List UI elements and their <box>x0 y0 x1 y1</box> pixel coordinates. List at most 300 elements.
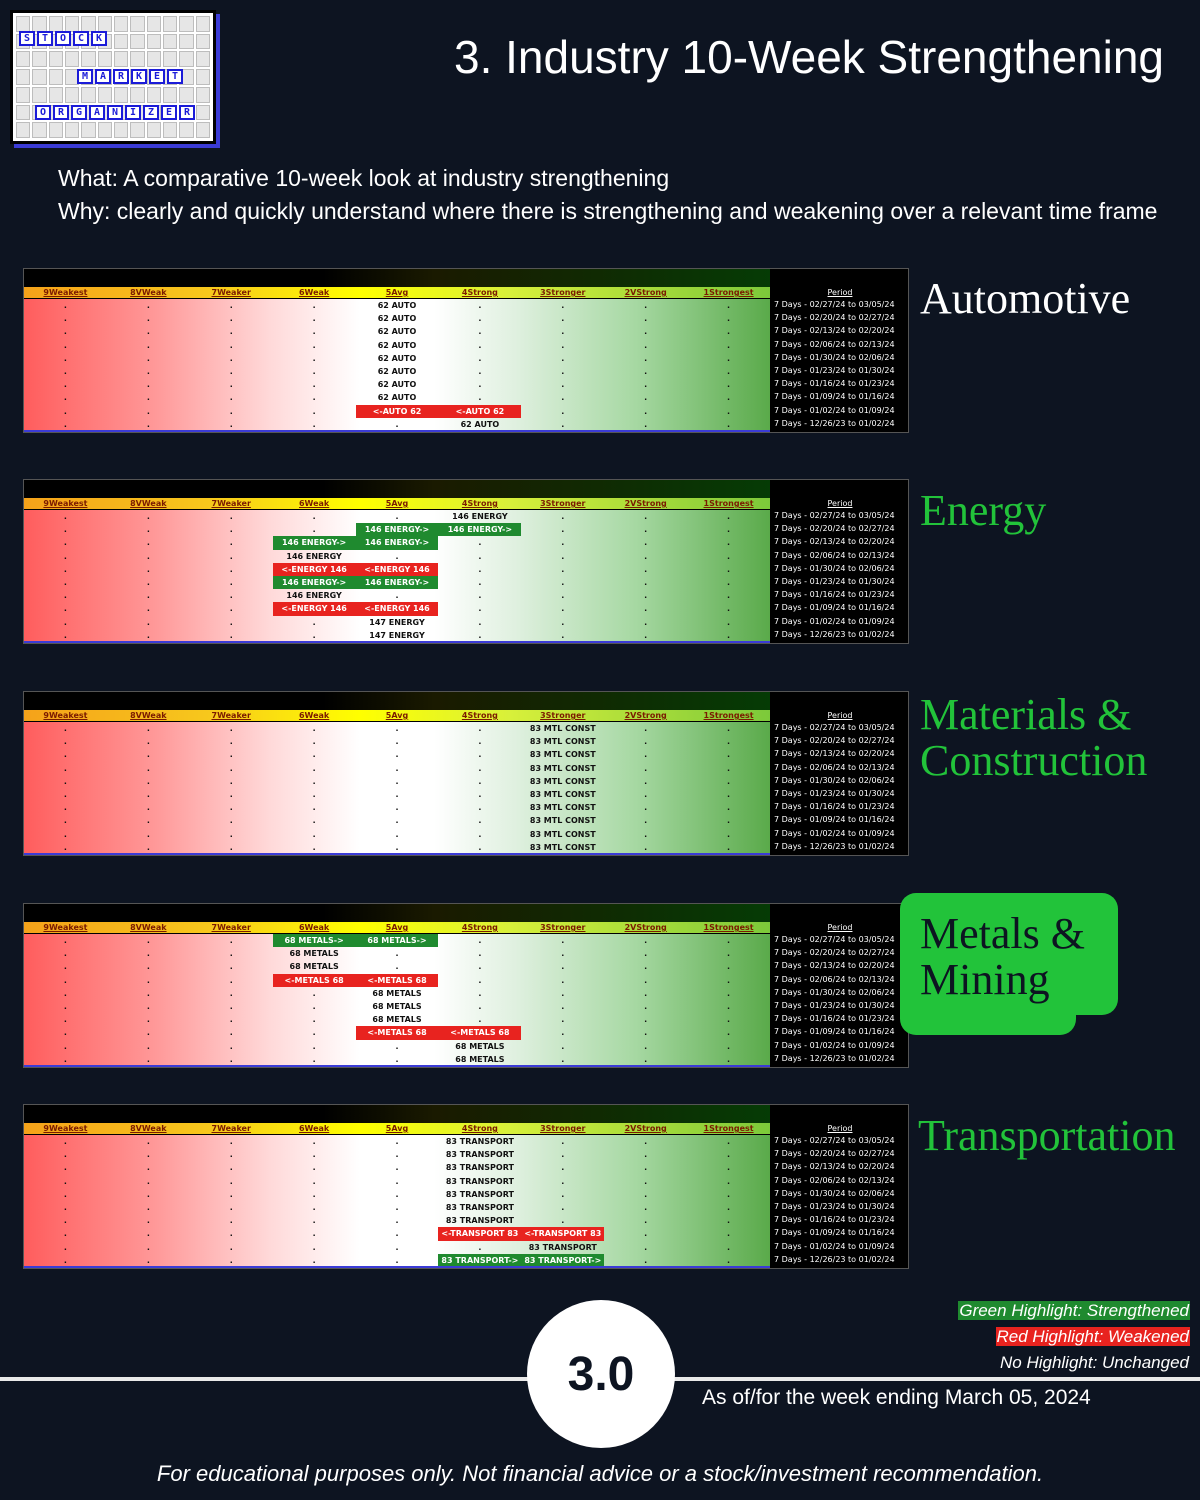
table-cell: 146 ENERGY <box>452 512 508 521</box>
table-cell: . <box>229 789 233 799</box>
industry-label-metals-line2: Mining <box>920 955 1050 1004</box>
table-cell: . <box>229 776 233 786</box>
logo-word-organizer <box>35 105 195 120</box>
table-cell: . <box>395 1054 399 1064</box>
table-cell: . <box>229 1216 233 1226</box>
table-cell: 83 TRANSPORT <box>445 1137 514 1146</box>
table-cell: . <box>644 1054 648 1064</box>
table-cell: . <box>727 1202 731 1212</box>
highlight-legend <box>958 1298 1190 1376</box>
table-cell: . <box>727 962 731 972</box>
table-cell: . <box>312 1176 316 1186</box>
table-row <box>24 1188 770 1201</box>
column-header: 2VStrong <box>624 499 667 508</box>
logo-grid-cell <box>196 51 210 67</box>
table-cell: . <box>63 1176 67 1186</box>
table-cell: . <box>395 419 399 429</box>
column-header: 6Weak <box>298 499 330 508</box>
table-cell: . <box>478 551 482 561</box>
table-cell: . <box>478 789 482 799</box>
table-row <box>24 1241 770 1254</box>
table-cell: . <box>312 724 316 733</box>
table-cell: . <box>561 988 565 998</box>
table-cell: . <box>146 949 150 959</box>
logo-letter: R <box>179 105 195 120</box>
industry-label-metals-line1: Metals & <box>920 909 1085 958</box>
period-row: 7 Days - 02/20/24 to 02/27/24 <box>774 1149 895 1159</box>
table-cell: . <box>229 975 233 985</box>
table-cell: <-ENERGY 146 <box>356 602 439 615</box>
table-cell: . <box>63 551 67 561</box>
table-cell: . <box>644 366 648 376</box>
logo-letter: Z <box>143 105 159 120</box>
table-cell: . <box>312 1150 316 1160</box>
table-cell: . <box>395 1150 399 1160</box>
logo-grid-cell <box>65 51 79 67</box>
table-cell: . <box>561 1163 565 1173</box>
period-row: 7 Days - 02/27/24 to 03/05/24 <box>774 511 895 520</box>
table-cell: . <box>229 737 233 747</box>
table-cell: . <box>312 750 316 760</box>
logo-grid-cell <box>163 34 177 50</box>
table-cell: . <box>727 564 731 574</box>
logo-letter: G <box>71 105 87 120</box>
column-header: 9Weakest <box>43 499 88 508</box>
period-row: 7 Days - 01/09/24 to 01/16/24 <box>774 1228 895 1238</box>
table-cell: . <box>63 512 67 521</box>
table-cell: . <box>63 763 67 773</box>
logo-grid-cell <box>16 122 30 138</box>
table-row <box>24 418 770 431</box>
period-row: 7 Days - 02/27/24 to 03/05/24 <box>774 1136 895 1145</box>
table-cell: . <box>146 1229 150 1239</box>
table-cell: 146 ENERGY-> <box>273 536 356 549</box>
table-cell: . <box>561 1137 565 1146</box>
table-cell: . <box>727 724 731 733</box>
logo-grid-cell <box>147 16 161 32</box>
table-cell: . <box>312 406 316 416</box>
table-cell: . <box>312 803 316 813</box>
period-row: 7 Days - 01/30/24 to 02/06/24 <box>774 775 895 785</box>
logo-letter: R <box>113 69 129 84</box>
table-cell: . <box>146 737 150 747</box>
table-cell: . <box>727 975 731 985</box>
table-cell: . <box>395 1137 399 1146</box>
column-header: 1Strongest <box>703 711 754 720</box>
table-row <box>24 775 770 788</box>
table-cell: . <box>644 617 648 627</box>
table-cell: . <box>395 1216 399 1226</box>
period-row: 7 Days - 01/23/24 to 01/30/24 <box>774 1000 895 1010</box>
table-cell: . <box>395 816 399 826</box>
table-row <box>24 550 770 563</box>
table-bottom-line <box>24 1065 770 1067</box>
table-cell: . <box>727 949 731 959</box>
table-cell: 62 AUTO <box>377 340 417 350</box>
table-cell: . <box>312 525 316 535</box>
table-cell: . <box>727 842 731 852</box>
table-cell: . <box>63 525 67 535</box>
table-cell: . <box>478 630 482 640</box>
table-cell: . <box>63 1041 67 1051</box>
table-cell: . <box>63 949 67 959</box>
table-cell: . <box>229 1163 233 1173</box>
table-cell: . <box>63 975 67 985</box>
table-cell: . <box>229 1054 233 1064</box>
table-cell: . <box>63 776 67 786</box>
table-cell: . <box>478 604 482 614</box>
logo-letter: A <box>89 105 105 120</box>
period-row: 7 Days - 02/13/24 to 02/20/24 <box>774 961 895 971</box>
table-cell: . <box>644 1041 648 1051</box>
table-top-bar <box>24 480 770 498</box>
period-row: 7 Days - 02/27/24 to 03/05/24 <box>774 300 895 309</box>
logo-grid-cell <box>179 16 193 32</box>
table-cell: . <box>312 1229 316 1239</box>
table-cell: . <box>644 816 648 826</box>
logo-letter: S <box>19 31 35 46</box>
table-cell: . <box>229 301 233 310</box>
table-cell: . <box>727 829 731 839</box>
table-cell: . <box>727 327 731 337</box>
intro-text <box>58 162 1158 228</box>
table-cell: . <box>644 1229 648 1239</box>
logo-grid-cell <box>81 87 95 103</box>
table-cell: . <box>478 577 482 587</box>
table-cell: 62 AUTO <box>377 380 417 390</box>
table-cell: . <box>229 803 233 813</box>
period-row: 7 Days - 12/26/23 to 01/02/24 <box>774 1053 895 1063</box>
table-row <box>24 814 770 827</box>
logo-grid-cell <box>163 16 177 32</box>
table-cell: . <box>63 737 67 747</box>
table-cell: . <box>644 1001 648 1011</box>
table-cell: . <box>478 949 482 959</box>
period-row: 7 Days - 02/13/24 to 02/20/24 <box>774 537 895 547</box>
table-cell: . <box>561 564 565 574</box>
table-cell: . <box>229 1001 233 1011</box>
table-cell: . <box>146 617 150 627</box>
table-row <box>24 947 770 960</box>
table-cell: 83 TRANSPORT <box>445 1216 514 1226</box>
table-cell: . <box>727 353 731 363</box>
table-cell: . <box>63 789 67 799</box>
period-row: 7 Days - 02/06/24 to 02/13/24 <box>774 762 895 772</box>
table-cell: . <box>63 1242 67 1252</box>
table-cell: . <box>229 1189 233 1199</box>
period-row: 7 Days - 01/02/24 to 01/09/24 <box>774 828 895 838</box>
table-cell: . <box>395 1189 399 1199</box>
logo-grid-cell <box>81 51 95 67</box>
column-header: 9Weakest <box>43 923 88 932</box>
legend-none: No Highlight: Unchanged <box>999 1353 1189 1372</box>
table-row <box>24 602 770 615</box>
table-cell: . <box>146 789 150 799</box>
table-row <box>24 1161 770 1174</box>
table-cell: <-ENERGY 146 <box>273 563 356 576</box>
table-cell: . <box>727 314 731 324</box>
logo-grid-cell <box>16 51 30 67</box>
table-cell: . <box>727 1028 731 1038</box>
table-cell: <-AUTO 62 <box>438 405 521 418</box>
table-cell: . <box>146 1216 150 1226</box>
column-header: 1Strongest <box>703 499 754 508</box>
table-cell: . <box>561 591 565 601</box>
period-row: 7 Days - 02/20/24 to 02/27/24 <box>774 948 895 958</box>
table-cell: . <box>561 577 565 587</box>
table-cell: 83 MTL CONST <box>529 750 596 760</box>
logo-letter: K <box>131 69 147 84</box>
table-cell: . <box>478 1001 482 1011</box>
table-cell: . <box>229 591 233 601</box>
table-cell: . <box>478 803 482 813</box>
table-row <box>24 312 770 325</box>
table-cell: 83 TRANSPORT <box>445 1189 514 1199</box>
table-cell: 146 ENERGY-> <box>273 576 356 589</box>
table-cell: . <box>63 936 67 945</box>
table-cell: . <box>63 1001 67 1011</box>
table-cell: . <box>312 842 316 852</box>
table-cell: . <box>727 803 731 813</box>
table-cell: . <box>478 724 482 733</box>
table-cell: . <box>146 1242 150 1252</box>
logo-grid-cell <box>147 122 161 138</box>
table-cell: <-METALS 68 <box>273 974 356 987</box>
table-cell: . <box>727 1255 731 1265</box>
table-cell: . <box>727 419 731 429</box>
table-cell: 83 MTL CONST <box>529 724 596 733</box>
table-header-row <box>24 710 770 721</box>
table-cell: . <box>229 1255 233 1265</box>
table-cell: . <box>395 1041 399 1051</box>
table-cell: . <box>395 737 399 747</box>
period-row: 7 Days - 01/30/24 to 02/06/24 <box>774 352 895 362</box>
table-row <box>24 299 770 312</box>
table-cell: . <box>229 1015 233 1025</box>
table-row <box>24 788 770 801</box>
table-row <box>24 1053 770 1066</box>
column-header: 4Strong <box>461 1124 498 1133</box>
table-cell: . <box>644 962 648 972</box>
period-header: Period <box>827 1124 853 1133</box>
table-cell: . <box>63 829 67 839</box>
period-row: 7 Days - 01/23/24 to 01/30/24 <box>774 1201 895 1211</box>
table-cell: . <box>727 393 731 403</box>
table-cell: . <box>395 1255 399 1265</box>
logo-letter: R <box>53 105 69 120</box>
logo-grid-cell <box>65 87 79 103</box>
industry-label-materials-line2: Construction <box>920 736 1148 785</box>
period-row: 7 Days - 01/16/24 to 01/23/24 <box>774 379 895 389</box>
table-cell: . <box>63 1028 67 1038</box>
table-cell: . <box>63 1255 67 1265</box>
table-cell: 62 AUTO <box>377 366 417 376</box>
table-cell: . <box>727 630 731 640</box>
period-row: 7 Days - 01/30/24 to 02/06/24 <box>774 1188 895 1198</box>
table-cell: . <box>727 936 731 945</box>
table-cell: . <box>561 525 565 535</box>
column-header: 1Strongest <box>703 1124 754 1133</box>
column-header: 5Avg <box>385 1124 409 1133</box>
table-cell: . <box>146 1137 150 1146</box>
table-cell: . <box>478 763 482 773</box>
column-header: 1Strongest <box>703 288 754 297</box>
table-cell: . <box>63 314 67 324</box>
table-cell: . <box>63 988 67 998</box>
column-header: 4Strong <box>461 711 498 720</box>
table-cell: . <box>478 737 482 747</box>
table-cell: . <box>644 776 648 786</box>
logo-grid-cell <box>130 34 144 50</box>
table-cell: . <box>146 1001 150 1011</box>
period-row: 7 Days - 01/02/24 to 01/09/24 <box>774 616 895 626</box>
table-cell: . <box>229 829 233 839</box>
industry-label-transportation: Transportation <box>918 1111 1176 1160</box>
period-row: 7 Days - 01/23/24 to 01/30/24 <box>774 365 895 375</box>
table-cell: 68 METALS <box>372 988 422 998</box>
table-cell: . <box>229 366 233 376</box>
table-cell: . <box>727 1176 731 1186</box>
period-row: 7 Days - 01/09/24 to 01/16/24 <box>774 815 895 825</box>
table-cell: . <box>63 301 67 310</box>
table-row <box>24 1013 770 1026</box>
logo-grid-cell <box>163 87 177 103</box>
table-cell: . <box>561 538 565 548</box>
table-cell: . <box>644 512 648 521</box>
table-cell: . <box>63 340 67 350</box>
logo-grid-cell <box>196 69 210 85</box>
table-cell: . <box>229 630 233 640</box>
period-row: 7 Days - 02/06/24 to 02/13/24 <box>774 339 895 349</box>
logo-grid-cell <box>114 34 128 50</box>
table-cell: . <box>229 393 233 403</box>
table-cell: . <box>229 538 233 548</box>
column-header: 5Avg <box>385 711 409 720</box>
logo-grid-cell <box>147 34 161 50</box>
industry-table-automotive <box>23 268 909 433</box>
table-cell: . <box>478 829 482 839</box>
table-cell: . <box>229 353 233 363</box>
table-cell: . <box>644 1015 648 1025</box>
table-row <box>24 536 770 549</box>
table-cell: . <box>229 816 233 826</box>
logo-letter: O <box>55 31 71 46</box>
table-cell: 147 ENERGY <box>369 630 425 640</box>
table-cell: 68 METALS <box>372 1001 422 1011</box>
table-row <box>24 391 770 404</box>
logo-grid-cell <box>147 51 161 67</box>
table-cell: . <box>727 988 731 998</box>
logo-grid-cell <box>65 122 79 138</box>
table-cell: . <box>644 949 648 959</box>
table-cell: . <box>146 301 150 310</box>
table-cell: . <box>63 803 67 813</box>
logo-letter: O <box>35 105 51 120</box>
logo-grid-cell <box>179 87 193 103</box>
table-row <box>24 1201 770 1214</box>
table-cell: . <box>63 962 67 972</box>
table-cell: . <box>229 1150 233 1160</box>
table-cell: . <box>146 604 150 614</box>
table-cell: . <box>312 353 316 363</box>
column-header: 3Stronger <box>540 288 586 297</box>
table-cell: . <box>478 962 482 972</box>
table-cell: . <box>229 962 233 972</box>
table-cell: . <box>561 327 565 337</box>
table-cell: . <box>561 419 565 429</box>
table-cell: . <box>727 1150 731 1160</box>
logo-grid-cell <box>16 87 30 103</box>
table-cell: . <box>312 630 316 640</box>
table-cell: . <box>63 1015 67 1025</box>
table-cell: . <box>561 1028 565 1038</box>
table-cell: 83 TRANSPORT <box>445 1163 514 1173</box>
period-row: 7 Days - 01/16/24 to 01/23/24 <box>774 1014 895 1024</box>
table-cell: . <box>63 577 67 587</box>
table-cell: . <box>478 380 482 390</box>
period-row: 7 Days - 02/20/24 to 02/27/24 <box>774 313 895 323</box>
table-cell: . <box>561 393 565 403</box>
table-row <box>24 934 770 947</box>
table-cell: . <box>395 763 399 773</box>
disclaimer: For educational purposes only. Not financial advice or a stock/investment recommendation. <box>156 1461 1044 1486</box>
table-cell: . <box>644 591 648 601</box>
table-header-row <box>24 1123 770 1134</box>
table-cell: 68 METALS <box>455 1054 505 1064</box>
table-cell: 83 TRANSPORT <box>445 1150 514 1160</box>
table-cell: 83 TRANSPORT-> <box>521 1254 604 1267</box>
table-cell: 146 ENERGY-> <box>356 523 439 536</box>
column-header: 6Weak <box>298 288 330 297</box>
period-row: 7 Days - 01/09/24 to 01/16/24 <box>774 392 895 402</box>
logo-grid-cell <box>32 51 46 67</box>
table-cell: . <box>146 763 150 773</box>
table-cell: . <box>312 617 316 627</box>
table-cell: . <box>561 406 565 416</box>
table-cell: . <box>312 301 316 310</box>
table-bottom-line <box>24 430 770 432</box>
table-cell: . <box>312 829 316 839</box>
logo-grid-cell <box>16 16 30 32</box>
table-cell: . <box>312 366 316 376</box>
table-cell: . <box>312 1242 316 1252</box>
table-bottom-line <box>24 1266 770 1268</box>
logo-grid-cell <box>130 51 144 67</box>
column-header: 6Weak <box>298 711 330 720</box>
table-cell: . <box>312 419 316 429</box>
table-cell: . <box>644 1202 648 1212</box>
table-cell: 62 AUTO <box>377 314 417 324</box>
table-cell: . <box>146 591 150 601</box>
period-header: Period <box>827 288 853 297</box>
table-cell: . <box>478 816 482 826</box>
table-cell: . <box>146 975 150 985</box>
period-row: 7 Days - 01/23/24 to 01/30/24 <box>774 576 895 586</box>
table-cell: . <box>312 1028 316 1038</box>
table-cell: . <box>644 1189 648 1199</box>
table-cell: . <box>644 406 648 416</box>
column-header: 3Stronger <box>540 923 586 932</box>
table-cell: . <box>478 1242 482 1252</box>
logo-grid-cell <box>163 51 177 67</box>
table-cell: 83 MTL CONST <box>529 803 596 813</box>
table-cell: . <box>312 314 316 324</box>
column-header: 3Stronger <box>540 711 586 720</box>
table-cell: . <box>312 512 316 521</box>
table-row <box>24 1214 770 1227</box>
period-row: 7 Days - 01/23/24 to 01/30/24 <box>774 788 895 798</box>
table-cell: 83 MTL CONST <box>529 816 596 826</box>
